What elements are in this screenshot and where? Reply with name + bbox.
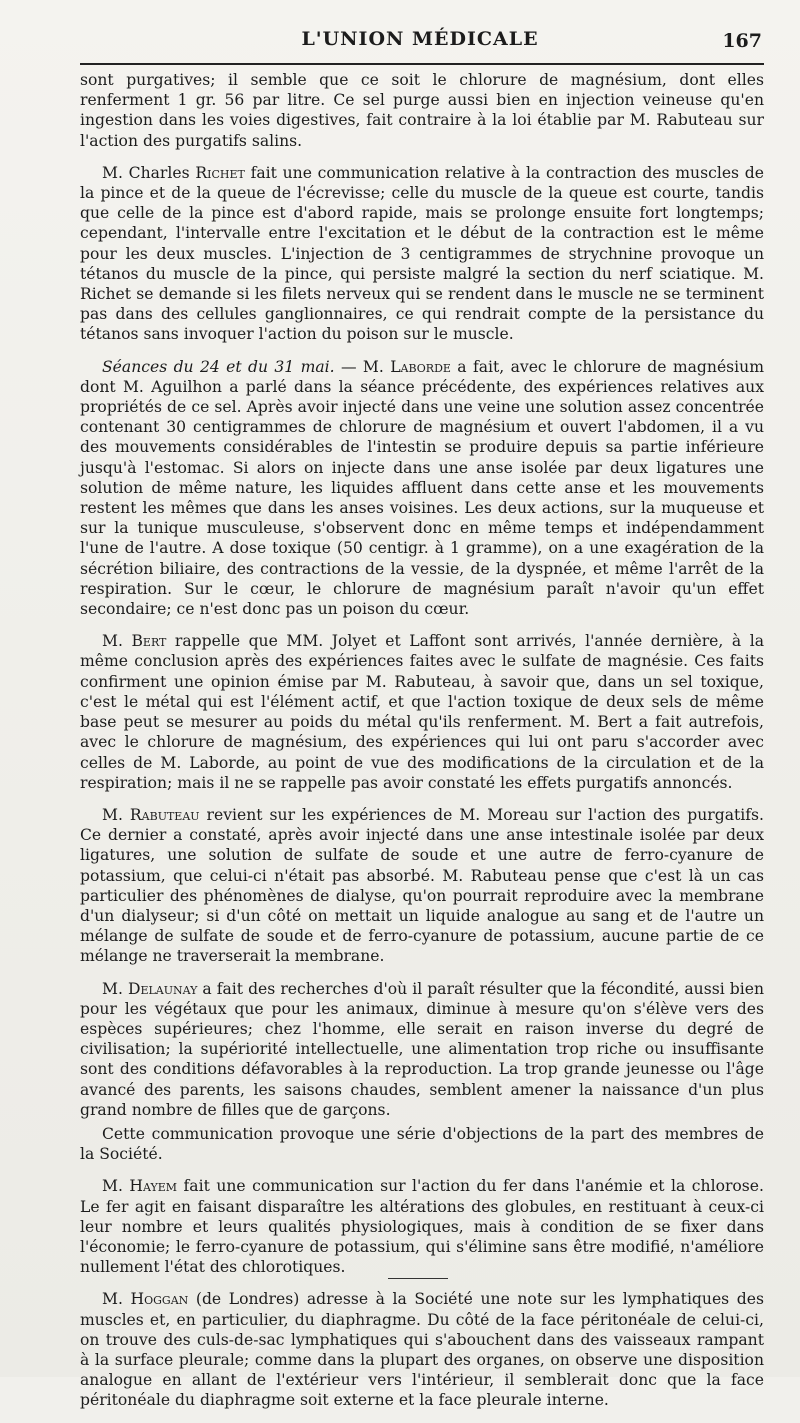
speaker-name: Delaunay xyxy=(127,979,198,998)
paragraph-lead: M. xyxy=(102,1290,131,1309)
paragraph-text: fait une communication sur l'action du fer dans l'anémie et la chlorose. Le fer agit en faisant disparaître les altérations des globules, en restituant à ceux-ci leur nombre et leurs qualités physiologiques, mais à condition de se fixer dans l'économie; le ferro-cyanure de potassium, qui s'élimine sans être modifié, n'améliore nullement l'état des chlorotiques. xyxy=(80,1177,764,1277)
paragraph-lead: M. xyxy=(102,1177,130,1196)
speaker-name: Laborde xyxy=(390,357,451,376)
paragraph-text: a fait, avec le chlorure de magnésium dont M. Aguilhon a parlé dans la séance précédente, des expériences relatives aux propriétés de ce sel. Après avoir injecté dans une veine une solution assez concentrée contenant 30 centigrammes de chlorure de magnésium et ouvert l'abdomen, il a vu des mouvements considérables de l'intestin se produire depuis sa partie inférieure jusqu'à l'estomac. Si alors on injecte dans une anse isolée par deux ligatures une solution de même nature, les liquides affluent dans cette anse et les mouvements restent les mêmes que dans les anses voisines. Les deux actions, sur la muqueuse et sur la tunique musculeuse, s'observent donc en même temps et indépendamment l'une de l'autre. A dose toxique (50 centigr. à 1 gramme), on a une exagération de la sécrétion biliaire, des contractions de la vessie, de la dyspnée, et même l'arrêt de la respiration. Sur le cœur, le chlorure de magnésium paraît n'avoir qu'un effet secondaire; ce n'est donc pas un poison du cœur. xyxy=(80,357,764,619)
page-number: 167 xyxy=(722,30,762,52)
paragraph-lead: — M. xyxy=(334,357,391,376)
paragraph-text: fait une communication relative à la contraction des muscles de la pince et de la queue de l'écrevisse; celle du muscle de la queue est courte, tandis que celle de la pince est d'abord rapide, mais se prolonge ensuite fort longtemps; cependant, l'intervalle entre l'excitation et le début de la contraction est le même pour les deux muscles. L'injection de 3 centigrammes de strychnine provoque un tétanos du muscle de la pince, qui persiste malgré la section du nerf sciatique. M. Richet se demande si les filets nerveux qui se rendent dans le muscle ne se terminent pas dans des cellules ganglionnaires, ce qui rendrait compte de la persistance du tétanos sans invoquer l'action du poison sur le muscle. xyxy=(80,163,765,344)
paragraph-rabuteau xyxy=(80,805,764,967)
speaker-name: Richet xyxy=(195,163,245,182)
paragraph-objections xyxy=(80,1124,764,1164)
paragraph-text: revient sur les expériences de M. Moreau sur l'action des purgatifs. Ce dernier a constaté, après avoir injecté dans une anse intestinale isolée par deux ligatures, une solution de sulfate de soude et une autre de ferro-cyanure de potassium, que celui-ci n'était pas absorbé. M. Rabuteau pense que c'est là un cas particulier des phénomènes de dialyse, qu'on pourrait reproduire avec la membrane d'un dialyseur; si d'un côté on mettait un liquide analogue au sang et de l'autre un mélange de sulfate de soude et de ferro-cyanure de potassium, aucune partie de ce mélange ne traverserait la membrane. xyxy=(80,805,764,966)
paragraph-text: sont purgatives; il semble que ce soit le chlorure de magnésium, dont elles renferment 1 gr. 56 par litre. Ce sel purge aussi bien en injection veineuse qu'en ingestion dans les voies digestives, fait contraire à la loi établie par M. Rabuteau sur l'action des purgatifs salins. xyxy=(80,71,764,150)
paragraph-bert xyxy=(80,631,764,793)
page-header xyxy=(78,28,762,58)
paragraph-richet xyxy=(80,163,764,345)
paragraph-text: a fait des recherches d'où il paraît résulter que la fécondité, aussi bien pour les végétaux que pour les animaux, diminue à mesure qu'on s'élève vers des espèces supérieures; chez l'homme, elle serait en raison inverse du degré de civilisation; la supériorité intellectuelle, une alimentation trop riche ou insuffisante sont des conditions défavorables à la reproduction. La trop grande jeunesse ou l'âge avancé des parents, les saisons chaudes, semblent amener la naissance d'un plus grand nombre de filles que de garçons. xyxy=(80,979,764,1119)
article-body xyxy=(80,70,764,1423)
paragraph-lead: M. xyxy=(102,979,128,998)
speaker-name: Rabuteau xyxy=(129,805,200,824)
paragraph-hoggan xyxy=(80,1289,764,1410)
speaker-name: Bert xyxy=(131,632,167,651)
paragraph-lead: M. xyxy=(102,805,130,824)
paragraph-hayem xyxy=(80,1176,764,1277)
session-heading: Séances du 24 et du 31 mai. xyxy=(102,357,335,376)
running-title: L'UNION MÉDICALE xyxy=(301,28,539,50)
paragraph-text: rappelle que MM. Jolyet et Laffont sont arrivés, l'année dernière, à la même conclusion après des expériences faites avec le sulfate de magnésie. Ces faits confirment une opinion émise par M. Rabuteau, à savoir que, dans un sel toxique, c'est le métal qui est l'élément actif, et que l'action toxique de deux sels de même base peut se mesurer au poids du métal qu'ils renferment. M. Bert a fait autrefois, avec le chlorure de magnésium, des expériences qui lui ont paru s'accorder avec celles de M. Laborde, au point de vue des modifications de la circulation et de la respiration; mais il ne se rappelle pas avoir constaté les effets purgatifs annoncés. xyxy=(80,632,764,792)
speaker-name: Hayem xyxy=(129,1177,178,1196)
paragraph-laborde xyxy=(80,357,764,620)
paragraph-lead: M. xyxy=(102,632,132,651)
paragraph-lead: M. Charles xyxy=(102,163,196,182)
header-rule xyxy=(80,63,764,65)
paragraph-delaunay xyxy=(80,979,764,1120)
section-end-rule xyxy=(388,1278,448,1279)
paragraph-text: (de Londres) adresse à la Société une note sur les lymphatiques des muscles et, en particulier, du diaphragme. Du côté de la face péritonéale de celui-ci, on trouve des culs-de-sac lymphatiques qui s'abouchent dans des vaisseaux rampant à la surface pleurale; comme dans la plupart des organes, on observe une disposition analogue en allant de l'extérieur vers l'intérieur, il semblerait donc que la face péritonéale du diaphragme soit externe et la face pleurale interne. xyxy=(80,1290,764,1410)
paragraph-continuation xyxy=(80,70,764,151)
speaker-name: Hoggan xyxy=(130,1290,189,1309)
paragraph-text: Cette communication provoque une série d'objections de la part des membres de la Société. xyxy=(80,1124,764,1164)
